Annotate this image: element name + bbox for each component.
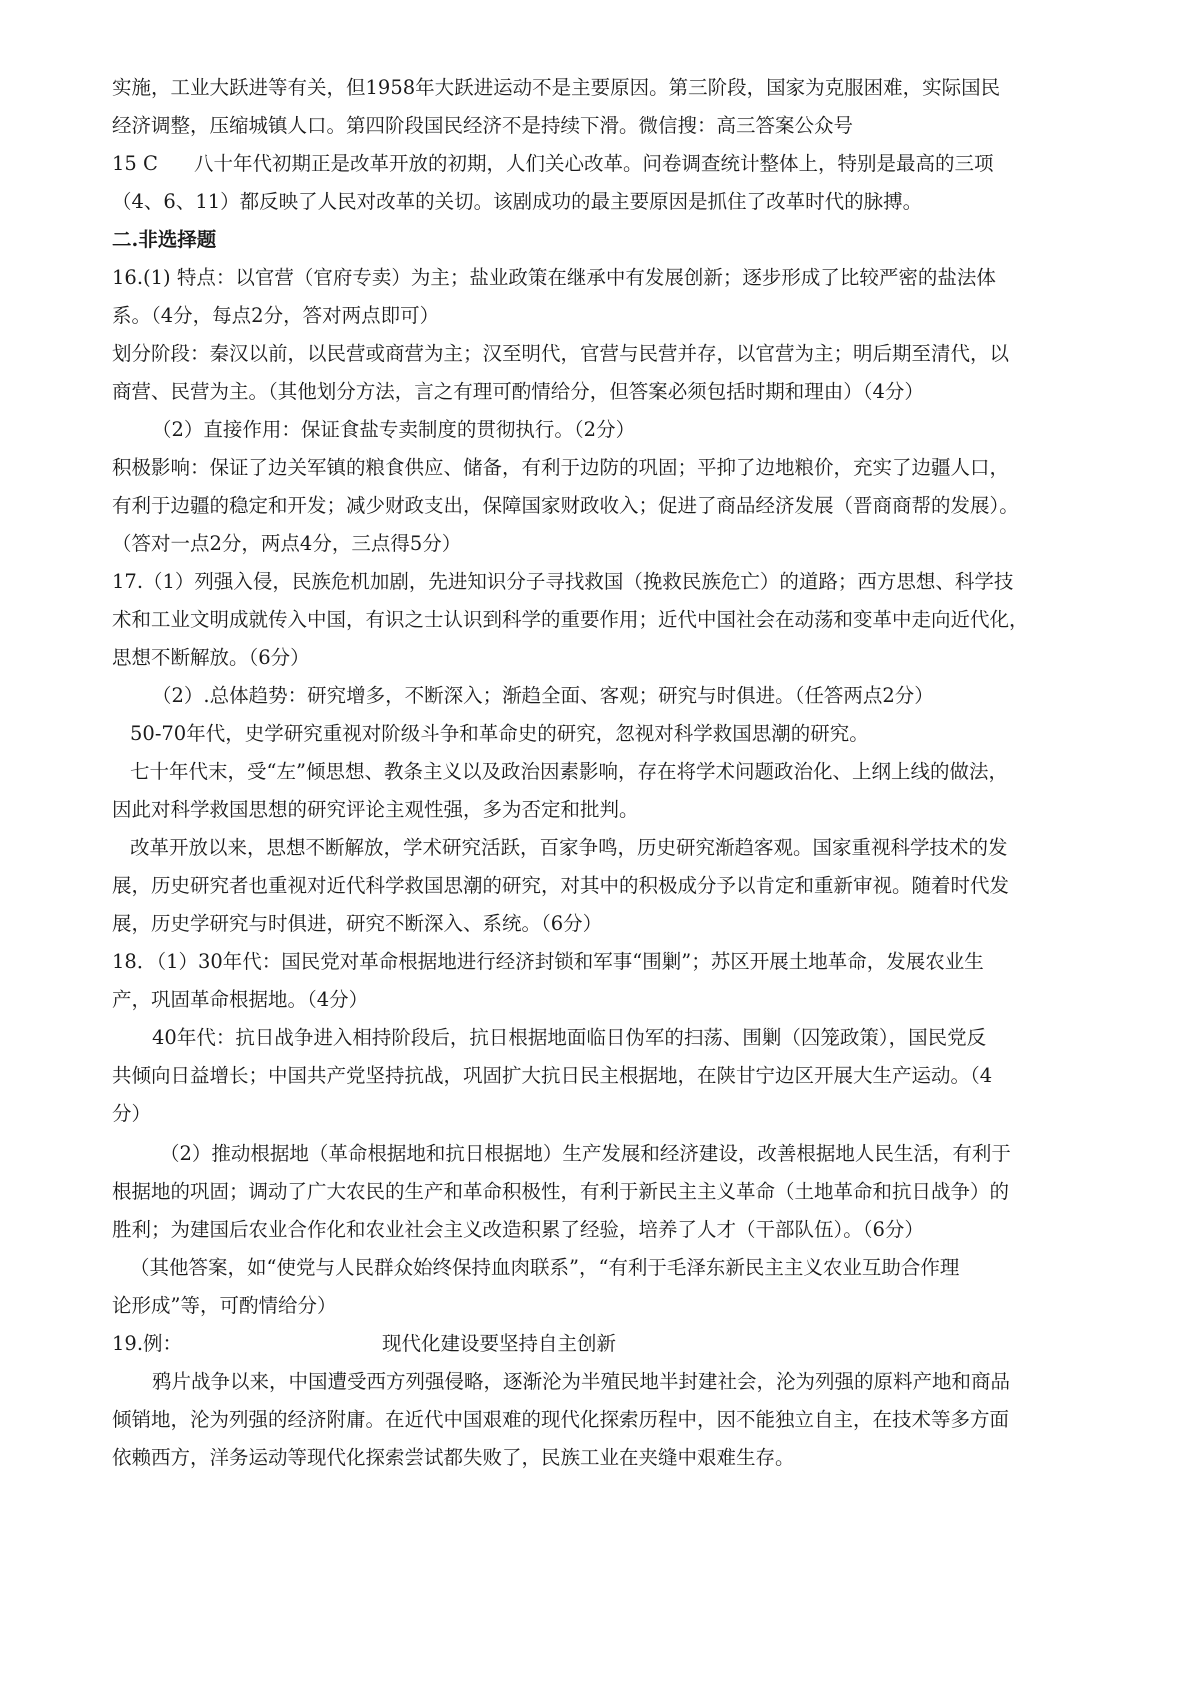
text-line: （答对一点2分，两点4分，三点得5分） [112, 532, 462, 555]
text-line: 根据地的巩固；调动了广大农民的生产和革命积极性，有利于新民主主义革命（土地革命和抗日战争）的 [112, 1180, 1010, 1203]
text-line: （2）直接作用：保证食盐专卖制度的贯彻执行。（2分） [152, 418, 636, 441]
text-line: （2）.总体趋势：研究增多，不断深入；渐趋全面、客观；研究与时俱进。（任答两点2分） [152, 684, 934, 707]
text-line: 依赖西方，洋务运动等现代化探索尝试都失败了，民族工业在夹缝中艰难生存。 [112, 1446, 795, 1469]
text-line: 划分阶段：秦汉以前，以民营或商营为主；汉至明代，官营与民营并存，以官营为主；明后期至清代，以 [112, 342, 1010, 365]
text-line: 积极影响：保证了边关军镇的粮食供应、储备，有利于边防的巩固；平抑了边地粮价，充实了边疆人口， [112, 456, 1010, 479]
text-line: 分） [112, 1102, 152, 1125]
text-line: 倾销地，沦为列强的经济附庸。在近代中国艰难的现代化探索历程中，因不能独立自主，在技术等多方面 [112, 1408, 1010, 1431]
text-line: 50-70年代，史学研究重视对阶级斗争和革命史的研究，忽视对科学救国思潮的研究。 [130, 722, 869, 745]
question-19-label: 19.例： [112, 1332, 183, 1355]
section-heading: 二.非选择题 [112, 228, 217, 251]
text-line: 16.(1) 特点：以官营（官府专卖）为主；盐业政策在继承中有发展创新；逐步形成了比较严密的盐法体 [112, 266, 996, 289]
text-line: 18．（1）30年代：国民党对革命根据地进行经济封锁和军事“围剿”；苏区开展土地革命，发展农业生 [112, 950, 984, 973]
text-line: 40年代：抗日战争进入相持阶段后，抗日根据地面临日伪军的扫荡、围剿（囚笼政策），国民党反 [152, 1026, 987, 1049]
question-15-line [112, 151, 1112, 177]
essay-title: 现代化建设要坚持自主创新 [382, 1332, 617, 1355]
text-line: 术和工业文明成就传入中国，有识之士认识到科学的重要作用；近代中国社会在动荡和变革中走向近代化， [112, 608, 1029, 631]
text-line: 系。（4分，每点2分，答对两点即可） [112, 304, 440, 327]
text-line: 展，历史学研究与时俱进，研究不断深入、系统。（6分） [112, 912, 603, 935]
question-15-answer: 15 C [112, 152, 158, 175]
text-line: 实施，工业大跃进等有关，但1958年大跃进运动不是主要原因。第三阶段，国家为克服困难，实际国民 [112, 76, 1001, 99]
text-line: 七十年代末，受“左”倾思想、教条主义以及政治因素影响，存在将学术问题政治化、上纲上线的做法， [130, 760, 1008, 783]
text-line: 鸦片战争以来，中国遭受西方列强侵略，逐渐沦为半殖民地半封建社会，沦为列强的原料产地和商品 [152, 1370, 1011, 1393]
text-line: 产，巩固革命根据地。（4分） [112, 988, 369, 1011]
text-line: 思想不断解放。（6分） [112, 646, 310, 669]
text-line: 商营、民营为主。（其他划分方法，言之有理可酌情给分，但答案必须包括时期和理由）（4分） [112, 380, 924, 403]
question-15-explanation: 八十年代初期正是改革开放的初期，人们关心改革。问卷调查统计整体上，特别是最高的三项 [193, 152, 994, 175]
text-line: 共倾向日益增长；中国共产党坚持抗战，巩固扩大抗日民主根据地，在陕甘宁边区开展大生产运动。（4 [112, 1064, 993, 1087]
question-19-line [112, 1331, 1112, 1357]
text-line: （2）推动根据地（革命根据地和抗日根据地）生产发展和经济建设，改善根据地人民生活，有利于 [160, 1142, 1011, 1165]
text-line: 胜利；为建国后农业合作化和农业社会主义改造积累了经验，培养了人才（干部队伍）。（6分） [112, 1218, 924, 1241]
text-line: 经济调整，压缩城镇人口。第四阶段国民经济不是持续下滑。微信搜：高三答案公众号 [112, 114, 854, 137]
text-line: 展，历史研究者也重视对近代科学救国思潮的研究，对其中的积极成分予以肯定和重新审视。随着时代发 [112, 874, 1010, 897]
text-line: 有利于边疆的稳定和开发；减少财政支出，保障国家财政收入；促进了商品经济发展（晋商商帮的发展）。 [112, 494, 1019, 517]
text-line: 17.（1）列强入侵，民族危机加剧，先进知识分子寻找救国（挽救民族危亡）的道路；西方思想、科学技 [112, 570, 1014, 593]
text-line: （其他答案，如“使党与人民群众始终保持血肉联系”，“有利于毛泽东新民主主义农业互助合作理 [130, 1256, 960, 1279]
text-line: （4、6、11）都反映了人民对改革的关切。该剧成功的最主要原因是抓住了改革时代的脉搏。 [112, 190, 923, 213]
text-line: 论形成”等，可酌情给分） [112, 1294, 337, 1317]
text-line: 改革开放以来，思想不断解放，学术研究活跃，百家争鸣，历史研究渐趋客观。国家重视科学技术的发 [130, 836, 1008, 859]
text-line: 因此对科学救国思想的研究评论主观性强，多为否定和批判。 [112, 798, 639, 821]
